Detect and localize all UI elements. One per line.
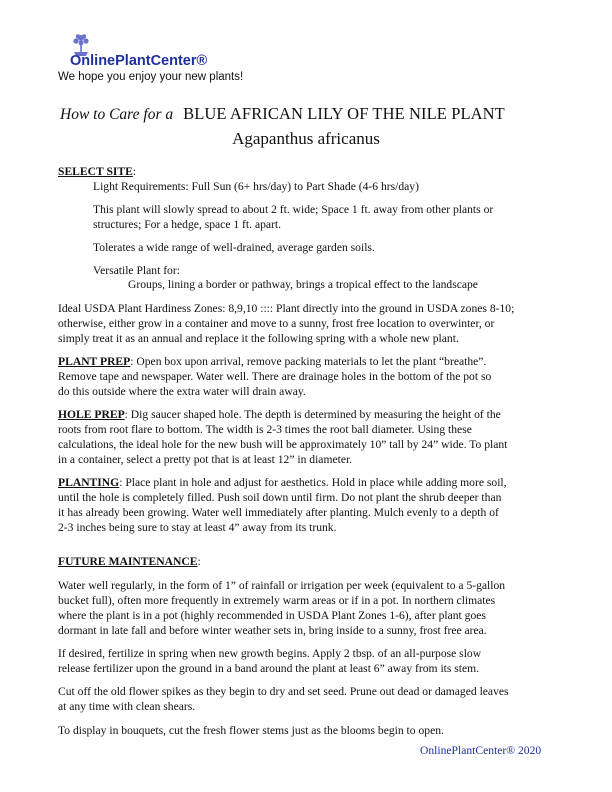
planting-line-4: 2-3 inches being sure to stay at least 4” away from its trunk. xyxy=(58,521,337,534)
water-line-3: where the plant is in a pot (highly recommended in USDA Plant Zones 1-6), after plant goes xyxy=(58,609,486,622)
zones-line-2: otherwise, either grow in a container and move to a sunny, frost free location to overwinter, or xyxy=(58,317,495,330)
planting-text-1: : Place plant in hole and adjust for aesthetics. Hold in place while adding more soil, xyxy=(119,476,507,489)
water-line-2: bucket full), often more frequently in extremely warm areas or if in a pot. In northern climates xyxy=(58,594,496,607)
page-title: BLUE AFRICAN LILY OF THE NILE PLANT xyxy=(183,104,505,123)
plant-prep-text-1: : Open box upon arrival, remove packing materials to let the plant “breathe”. xyxy=(130,355,487,368)
light-requirements: Light Requirements: Full Sun (6+ hrs/day) to Part Shade (4-6 hrs/day) xyxy=(93,180,419,193)
select-site-colon: : xyxy=(132,165,137,178)
maintenance-colon: : xyxy=(197,555,201,568)
hole-prep-line-4: in a container, select a pretty pot that is at least 12” in diameter. xyxy=(58,453,353,466)
hole-prep-line-2: roots from root flare to bottom. The width is 2-3 times the root ball diameter. Using these xyxy=(58,423,472,436)
water-line-1: Water well regularly, in the form of 1” of rainfall or irrigation per week (equivalent to a 5-gallon xyxy=(58,579,506,592)
hole-prep-heading: HOLE PREP xyxy=(58,408,125,421)
hole-prep-line-1 xyxy=(58,407,501,422)
bouquet-text: To display in bouquets, cut the fresh flower stems just as the blooms begin to open. xyxy=(58,724,444,737)
latin-name: Agapanthus africanus xyxy=(232,129,380,148)
title-line xyxy=(60,104,560,124)
prune-line-1: Cut off the old flower spikes as they begin to dry and set seed. Prune out dead or damaged leaves xyxy=(58,685,509,698)
planting-line-2: until the hole is completely filled. Push soil down until firm. Do not plant the shrub deeper than xyxy=(58,491,502,504)
maintenance-heading-line xyxy=(58,554,201,569)
maintenance-heading: FUTURE MAINTENANCE xyxy=(58,555,198,568)
plant-prep-heading: PLANT PREP xyxy=(58,355,131,368)
tagline: We hope you enjoy your new plants! xyxy=(58,71,244,83)
planting-heading: PLANTING xyxy=(58,476,120,489)
fertilize-line-2: release fertilizer upon the ground in a band around the plant at least 6” away from its stem. xyxy=(58,662,480,675)
planting-line-1 xyxy=(58,475,507,490)
prune-line-2: at any time with clean shears. xyxy=(58,700,196,713)
hole-prep-line-3: calculations, the ideal hole for the new bush will be approximately 10” tall by 24” wide. To plant xyxy=(58,438,508,451)
planting-line-3: it has already been growing. Water well immediately after planting. Mulch evenly to a depth of xyxy=(58,506,499,519)
select-site-heading: SELECT SITE xyxy=(58,165,133,178)
footer-brand: OnlinePlantCenter® 2020 xyxy=(420,744,542,757)
spread-line-2: structures; For a hedge, space 1 ft. apart. xyxy=(93,218,282,231)
zones-line-1: Ideal USDA Plant Hardiness Zones: 8,9,10 :::: Plant directly into the ground in USDA zones 8-10; xyxy=(58,302,515,315)
brand-name: OnlinePlantCenter® xyxy=(70,53,208,69)
versatile-uses: Groups, lining a border or pathway, brings a tropical effect to the landscape xyxy=(128,278,478,291)
hole-prep-text-1: : Dig saucer shaped hole. The depth is determined by measuring the height of the xyxy=(124,408,501,421)
title-prefix: How to Care for a xyxy=(60,106,174,123)
versatile-label: Versatile Plant for: xyxy=(93,264,180,277)
water-line-4: dormant in late fall and before winter weather sets in, bring inside to a sunny, frost free area. xyxy=(58,624,487,637)
fertilize-line-1: If desired, fertilize in spring when new growth begins. Apply 2 tbsp. of an all-purpose slow xyxy=(58,647,482,660)
select-site-heading-line xyxy=(58,164,136,179)
plant-prep-line-1 xyxy=(58,354,486,369)
plant-prep-line-2: Remove tape and newspaper. Water well. There are drainage holes in the bottom of the pot so xyxy=(58,370,492,383)
spread-line-1: This plant will slowly spread to about 2 ft. wide; Space 1 ft. away from other plants or xyxy=(93,203,494,216)
zones-line-3: simply treat it as an annual and replace it the following spring with a whole new plant. xyxy=(58,332,459,345)
soils-text: Tolerates a wide range of well-drained, average garden soils. xyxy=(93,241,375,254)
plant-prep-line-3: do this outside where the extra water will drain away. xyxy=(58,385,306,398)
